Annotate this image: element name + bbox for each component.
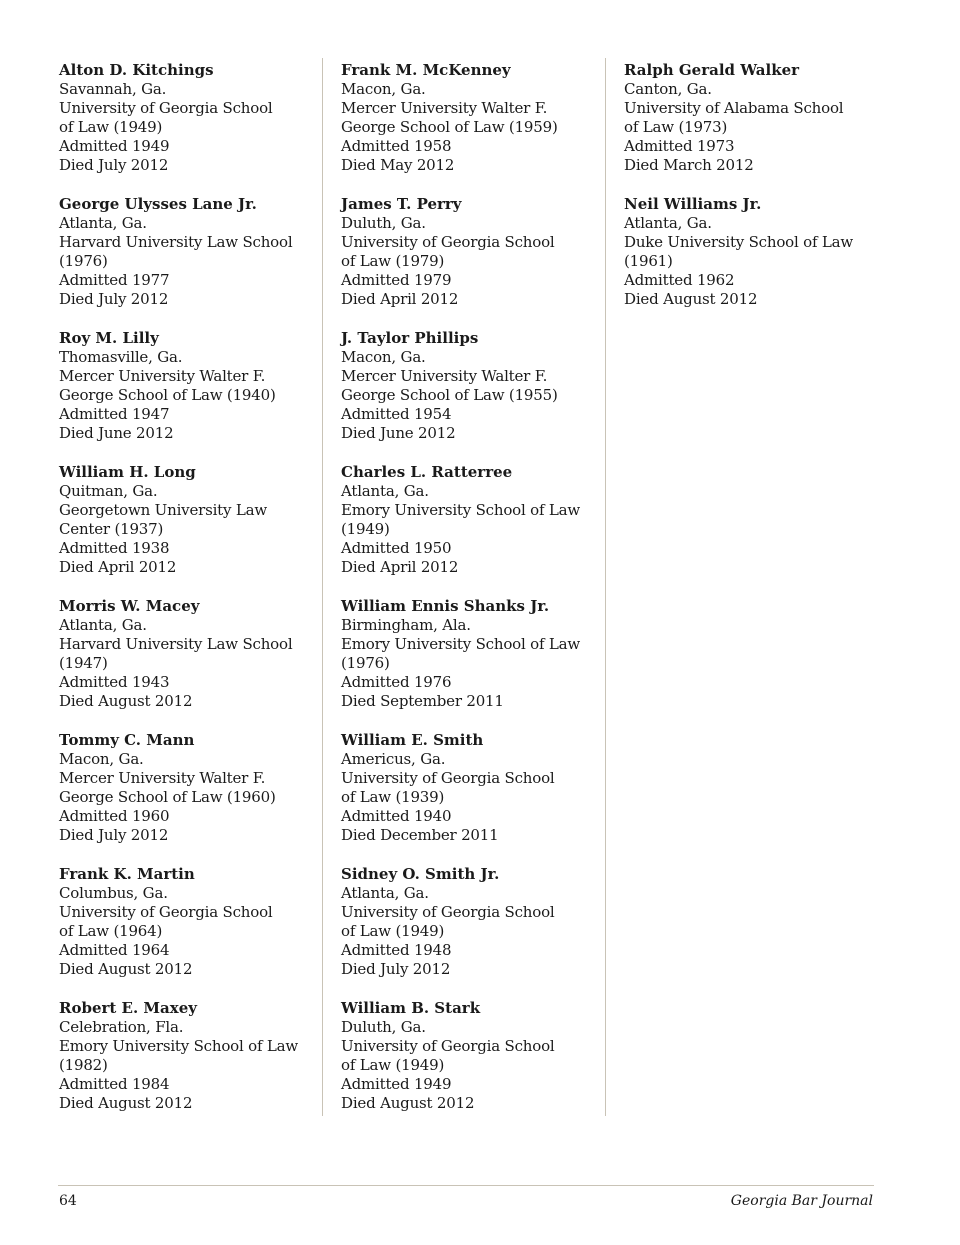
entry-detail-line: Admitted 1943 bbox=[59, 673, 170, 691]
obituary-column-1 bbox=[59, 61, 324, 1133]
entry-detail-line: of Law (1939) bbox=[341, 788, 445, 806]
journal-title: Georgia Bar Journal bbox=[730, 1193, 873, 1209]
entry-detail-line: Admitted 1949 bbox=[59, 137, 170, 155]
entry-detail-line: (1976) bbox=[341, 654, 390, 672]
member-name: Morris W. Macey bbox=[59, 597, 200, 615]
entry-detail-line: Harvard University Law School bbox=[59, 233, 293, 251]
entry-detail-line: Died August 2012 bbox=[59, 692, 193, 710]
entry-detail-line: (1982) bbox=[59, 1056, 108, 1074]
entry-detail-line: Admitted 1948 bbox=[341, 941, 452, 959]
entry-detail-line: Duke University School of Law bbox=[624, 233, 854, 251]
entry-detail-line: Admitted 1954 bbox=[341, 405, 452, 423]
entry-detail-line: Admitted 1979 bbox=[341, 271, 452, 289]
entry-detail-line: Admitted 1947 bbox=[59, 405, 170, 423]
obituary-entry bbox=[59, 731, 324, 865]
entry-detail-line: Died June 2012 bbox=[59, 424, 174, 442]
member-name: Alton D. Kitchings bbox=[59, 61, 214, 79]
entry-detail-line: of Law (1949) bbox=[341, 1056, 445, 1074]
entry-detail-line: University of Georgia School bbox=[341, 1037, 555, 1055]
member-name: J. Taylor Phillips bbox=[341, 329, 479, 347]
entry-detail-line: Duluth, Ga. bbox=[341, 1018, 426, 1036]
entry-detail-line: Columbus, Ga. bbox=[59, 884, 168, 902]
entry-detail-line: Emory University School of Law bbox=[341, 501, 581, 519]
entry-detail-line: Center (1937) bbox=[59, 520, 164, 538]
entry-detail-line: Died July 2012 bbox=[59, 290, 169, 308]
entry-detail-line: George School of Law (1960) bbox=[59, 788, 276, 806]
entry-detail-line: of Law (1949) bbox=[341, 922, 445, 940]
entry-detail-line: University of Georgia School bbox=[59, 99, 273, 117]
member-name: Frank K. Martin bbox=[59, 865, 195, 883]
member-name: Tommy C. Mann bbox=[59, 731, 195, 749]
member-name: Ralph Gerald Walker bbox=[624, 61, 800, 79]
entry-detail-line: Atlanta, Ga. bbox=[59, 214, 147, 232]
entry-detail-line: Died July 2012 bbox=[341, 960, 451, 978]
obituary-column-2 bbox=[341, 61, 606, 1133]
obituary-entry bbox=[341, 329, 606, 463]
entry-detail-line: University of Georgia School bbox=[341, 903, 555, 921]
member-name: William E. Smith bbox=[341, 731, 484, 749]
footer-divider bbox=[58, 1185, 874, 1186]
entry-detail-line: Celebration, Fla. bbox=[59, 1018, 184, 1036]
obituary-entry bbox=[341, 61, 606, 195]
entry-detail-line: Atlanta, Ga. bbox=[624, 214, 712, 232]
entry-detail-line: Savannah, Ga. bbox=[59, 80, 167, 98]
entry-detail-line: Died April 2012 bbox=[59, 558, 177, 576]
entry-detail-line: Mercer University Walter F. bbox=[341, 99, 548, 117]
entry-detail-line: Died August 2012 bbox=[59, 1094, 193, 1112]
obituary-entry bbox=[624, 61, 884, 195]
entry-detail-line: (1947) bbox=[59, 654, 108, 672]
entry-detail-line: of Law (1964) bbox=[59, 922, 163, 940]
entry-detail-line: Admitted 1949 bbox=[341, 1075, 452, 1093]
entry-detail-line: University of Georgia School bbox=[59, 903, 273, 921]
entry-detail-line: University of Georgia School bbox=[341, 233, 555, 251]
member-name: George Ulysses Lane Jr. bbox=[59, 195, 257, 213]
entry-detail-line: Died August 2012 bbox=[59, 960, 193, 978]
entry-detail-line: Admitted 1977 bbox=[59, 271, 170, 289]
member-name: James T. Perry bbox=[341, 195, 462, 213]
entry-detail-line: George School of Law (1959) bbox=[341, 118, 558, 136]
entry-detail-line: Died March 2012 bbox=[624, 156, 754, 174]
entry-detail-line: of Law (1979) bbox=[341, 252, 445, 270]
entry-detail-line: Admitted 1973 bbox=[624, 137, 735, 155]
entry-detail-line: Macon, Ga. bbox=[341, 80, 426, 98]
obituary-entry bbox=[59, 329, 324, 463]
entry-detail-line: Admitted 1964 bbox=[59, 941, 170, 959]
obituary-column-3 bbox=[624, 61, 884, 329]
obituary-entry bbox=[341, 463, 606, 597]
entry-detail-line: Americus, Ga. bbox=[341, 750, 446, 768]
entry-detail-line: Thomasville, Ga. bbox=[59, 348, 183, 366]
entry-detail-line: of Law (1973) bbox=[624, 118, 728, 136]
member-name: William Ennis Shanks Jr. bbox=[341, 597, 550, 615]
entry-detail-line: Macon, Ga. bbox=[341, 348, 426, 366]
entry-detail-line: Admitted 1962 bbox=[624, 271, 735, 289]
member-name: William H. Long bbox=[59, 463, 196, 481]
entry-detail-line: Duluth, Ga. bbox=[341, 214, 426, 232]
entry-detail-line: Emory University School of Law bbox=[59, 1037, 299, 1055]
member-name: William B. Stark bbox=[341, 999, 481, 1017]
obituary-entry bbox=[59, 463, 324, 597]
entry-detail-line: Canton, Ga. bbox=[624, 80, 712, 98]
entry-detail-line: Emory University School of Law bbox=[341, 635, 581, 653]
entry-detail-line: Atlanta, Ga. bbox=[341, 884, 429, 902]
entry-detail-line: Quitman, Ga. bbox=[59, 482, 158, 500]
entry-detail-line: Died July 2012 bbox=[59, 826, 169, 844]
entry-detail-line: Died August 2012 bbox=[624, 290, 758, 308]
obituary-entry bbox=[59, 195, 324, 329]
obituary-entry bbox=[341, 195, 606, 329]
obituary-entry bbox=[59, 865, 324, 999]
entry-detail-line: Atlanta, Ga. bbox=[59, 616, 147, 634]
member-name: Neil Williams Jr. bbox=[624, 195, 762, 213]
entry-detail-line: Mercer University Walter F. bbox=[59, 769, 266, 787]
entry-detail-line: Macon, Ga. bbox=[59, 750, 144, 768]
entry-detail-line: Died April 2012 bbox=[341, 290, 459, 308]
entry-detail-line: Died September 2011 bbox=[341, 692, 504, 710]
entry-detail-line: Birmingham, Ala. bbox=[341, 616, 471, 634]
obituary-entry bbox=[341, 731, 606, 865]
member-name: Roy M. Lilly bbox=[59, 329, 159, 347]
obituary-entry bbox=[341, 597, 606, 731]
entry-detail-line: Admitted 1940 bbox=[341, 807, 452, 825]
obituary-entry bbox=[59, 61, 324, 195]
entry-detail-line: University of Alabama School bbox=[624, 99, 844, 117]
entry-detail-line: Mercer University Walter F. bbox=[341, 367, 548, 385]
entry-detail-line: Died July 2012 bbox=[59, 156, 169, 174]
entry-detail-line: (1976) bbox=[59, 252, 108, 270]
obituary-entry bbox=[624, 195, 884, 329]
entry-detail-line: Admitted 1938 bbox=[59, 539, 170, 557]
member-name: Frank M. McKenney bbox=[341, 61, 511, 79]
member-name: Sidney O. Smith Jr. bbox=[341, 865, 500, 883]
entry-detail-line: (1949) bbox=[341, 520, 390, 538]
entry-detail-line: Mercer University Walter F. bbox=[59, 367, 266, 385]
entry-detail-line: Atlanta, Ga. bbox=[341, 482, 429, 500]
entry-detail-line: George School of Law (1955) bbox=[341, 386, 558, 404]
entry-detail-line: Admitted 1960 bbox=[59, 807, 170, 825]
entry-detail-line: Harvard University Law School bbox=[59, 635, 293, 653]
member-name: Charles L. Ratterree bbox=[341, 463, 513, 481]
entry-detail-line: University of Georgia School bbox=[341, 769, 555, 787]
page-number: 64 bbox=[59, 1193, 77, 1209]
entry-detail-line: Died May 2012 bbox=[341, 156, 455, 174]
entry-detail-line: Died June 2012 bbox=[341, 424, 456, 442]
obituary-entry bbox=[341, 999, 606, 1133]
entry-detail-line: Georgetown University Law bbox=[59, 501, 267, 519]
entry-detail-line: Died April 2012 bbox=[341, 558, 459, 576]
entry-detail-line: (1961) bbox=[624, 252, 673, 270]
obituary-entry bbox=[341, 865, 606, 999]
obituary-entry bbox=[59, 999, 324, 1133]
obituary-entry bbox=[59, 597, 324, 731]
entry-detail-line: Admitted 1950 bbox=[341, 539, 452, 557]
entry-detail-line: Admitted 1976 bbox=[341, 673, 452, 691]
member-name: Robert E. Maxey bbox=[59, 999, 197, 1017]
entry-detail-line: Died August 2012 bbox=[341, 1094, 475, 1112]
entry-detail-line: Died December 2011 bbox=[341, 826, 499, 844]
entry-detail-line: George School of Law (1940) bbox=[59, 386, 276, 404]
entry-detail-line: of Law (1949) bbox=[59, 118, 163, 136]
entry-detail-line: Admitted 1984 bbox=[59, 1075, 170, 1093]
entry-detail-line: Admitted 1958 bbox=[341, 137, 452, 155]
